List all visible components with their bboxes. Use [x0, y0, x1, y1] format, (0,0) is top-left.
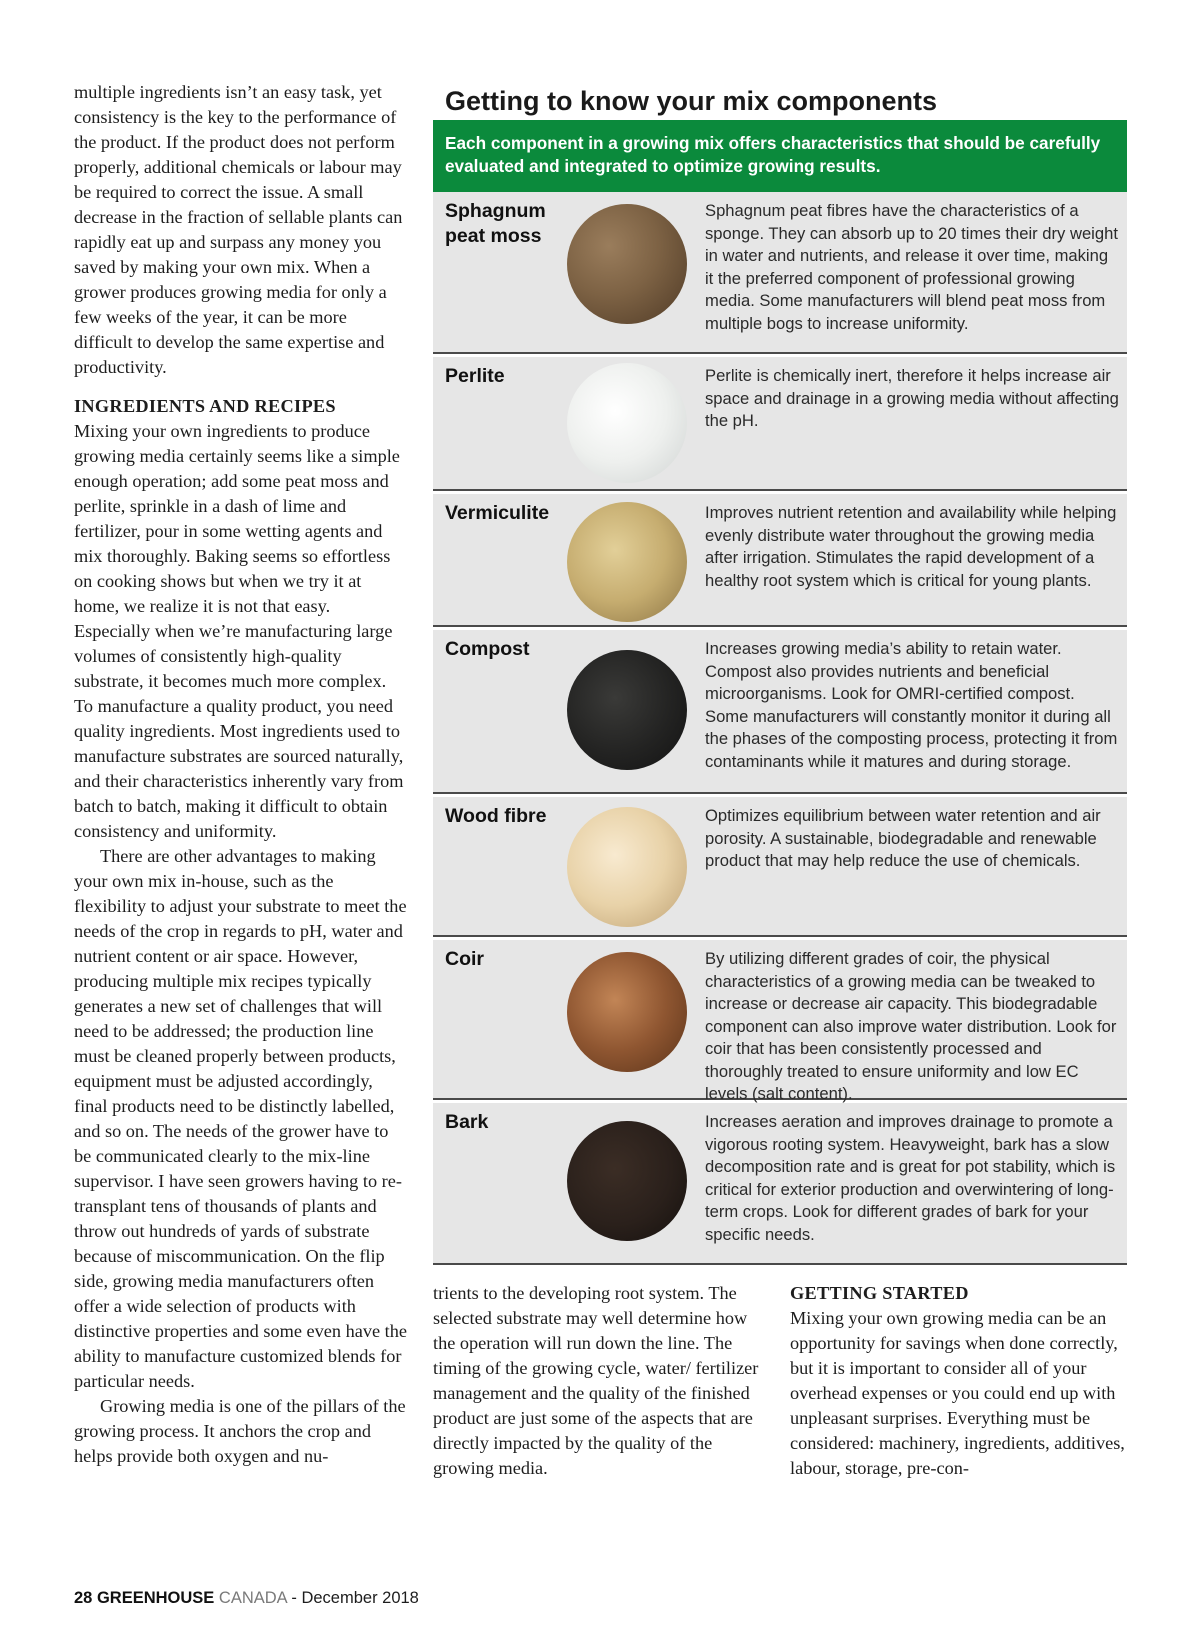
component-name: Bark: [445, 1111, 489, 1133]
component-row-coir: [433, 940, 1127, 1103]
article-paragraph: multiple ingredients isn’t an easy task, yet consistency is the key to the performance of the product. If the product does not perform properly, additional chemicals or labour may be required to correct the issue. A small decrease in the fraction of sellable plants can rapidly eat up and surpass any money you saved by making your own mix. When a grower produces growing media for only a few weeks of the year, it can be more difficult to develop the same expertise and productivity.: [74, 82, 403, 377]
magazine-suffix: CANADA: [218, 1589, 287, 1607]
component-name: Vermiculite: [445, 502, 550, 524]
component-description: Increases growing media’s ability to retain water. Compost also provides nutrients and beneficial microorganisms. Look for OMRI-certified compost. Some manufacturers will constantly monitor it during all the phases of the composting process, protecting it from contaminants while it matures and during storage.: [705, 639, 1118, 771]
article-paragraph: There are other advantages to making your own mix in-house, such as the flexibility to adjust your substrate to meet the needs of the crop in regards to pH, water and nutrient content or air space. However, producing multiple mix recipes typically generates a new set of challenges that will need to be addressed; the production line must be cleaned properly between products, equipment must be adjusted accordingly, final products need to be distinctly labelled, and so on. The needs of the grower have to be communicated clearly to the mix-line supervisor. I have seen growers having to re-transplant tens of thousands of plants and throw out hundreds of yards of substrate because of miscommunication. On the flip side, growing media manufacturers often offer a wide selection of products with distinctive properties and some even have the ability to manufacture customized blends for particular needs.: [74, 846, 408, 1391]
issue-date: December 2018: [301, 1589, 419, 1607]
left-article-column: [74, 80, 408, 1469]
component-row-wood-fibre: [433, 797, 1127, 937]
component-row-perlite: [433, 357, 1127, 491]
component-row-compost: [433, 630, 1127, 794]
sidebar-title: Getting to know your mix components: [445, 86, 938, 116]
section-heading-ingredients: INGREDIENTS AND RECIPES: [74, 396, 336, 416]
component-row-bark: [433, 1103, 1127, 1265]
component-name: Coir: [445, 948, 484, 970]
footer-separator: -: [291, 1589, 297, 1607]
component-name: Wood fibre: [445, 805, 547, 827]
peat-moss-photo-icon: [567, 204, 687, 324]
compost-photo-icon: [567, 650, 687, 770]
article-paragraph: trients to the developing root system. The selected substrate may well determine how the operation will run down the line. The timing of the growing cycle, water/ fertilizer management and the quality of the finished product are just some of the aspects that are directly impacted by the quality of the growing media.: [433, 1283, 759, 1478]
page-footer: [74, 1589, 419, 1608]
component-name: Perlite: [445, 365, 505, 387]
right-article-column: [790, 1281, 1128, 1481]
middle-article-column: [433, 1281, 767, 1481]
article-paragraph: Mixing your own ingredients to produce growing media certainly seems like a simple enough operation; add some peat moss and perlite, sprinkle in a dash of lime and fertilizer, pour in some wetting agents and mix thoroughly. Baking seems so effortless on cooking shows but when we try it at home, we realize it is not that easy. Especially when we’re manufacturing large volumes of consistently high-quality substrate, it becomes much more complex. To manufacture a quality product, you need quality ingredients. Most ingredients used to manufacture substrates are sourced naturally, and their characteristics inherently vary from batch to batch, making it difficult to obtain consistency and uniformity.: [74, 421, 404, 841]
article-paragraph: Mixing your own growing media can be an opportunity for savings when done correctly, but it is important to consider all of your overhead expenses or you could end up with unpleasant surprises. Everything must be considered: machinery, ingredients, additives, labour, storage, pre-con-: [790, 1308, 1125, 1478]
coir-photo-icon: [567, 952, 687, 1072]
component-row-peat-moss: [433, 192, 1127, 354]
article-paragraph: Growing media is one of the pillars of the growing process. It anchors the crop and helps provide both oxygen and nu-: [74, 1396, 406, 1466]
perlite-photo-icon: [567, 363, 687, 483]
component-description: By utilizing different grades of coir, the physical characteristics of a growing media can be tweaked to increase or decrease air capacity. This biodegradable component can also improve water distribution. Look for coir that has been consistently processed and thoroughly treated to ensure uniformity and low EC levels (salt content).: [705, 949, 1117, 1103]
component-description: Perlite is chemically inert, therefore it helps increase air space and drainage in a growing media without affecting the pH.: [705, 366, 1119, 430]
page-number: 28: [74, 1589, 93, 1607]
section-heading-getting-started: GETTING STARTED: [790, 1283, 969, 1303]
sidebar-banner: Each component in a growing mix offers characteristics that should be carefully evaluated and integrated to optimize growing results.: [433, 120, 1127, 192]
wood-fibre-photo-icon: [567, 807, 687, 927]
component-row-vermiculite: [433, 494, 1127, 627]
component-description: Increases aeration and improves drainage to promote a vigorous rooting system. Heavyweight, bark has a slow decomposition rate and is great for pot stability, which is critical for exterior production and overwintering of long-term crops. Look for different grades of bark for your specific needs.: [705, 1112, 1116, 1244]
mix-components-sidebar: [433, 82, 1127, 1268]
component-description: Improves nutrient retention and availability while helping evenly distribute water throughout the growing media after irrigation. Stimulates the rapid development of a healthy root system which is critical for young plants.: [705, 503, 1117, 590]
component-description: Optimizes equilibrium between water retention and air porosity. A sustainable, biodegradable and renewable product that may help reduce the use of chemicals.: [705, 806, 1101, 870]
component-name: Compost: [445, 638, 530, 660]
vermiculite-photo-icon: [567, 502, 687, 622]
component-name: Sphagnum peat moss: [445, 200, 546, 247]
magazine-name: GREENHOUSE: [96, 1589, 215, 1607]
bark-photo-icon: [567, 1121, 687, 1241]
component-description: Sphagnum peat fibres have the characteristics of a sponge. They can absorb up to 20 times their dry weight in water and nutrients, and release it over time, making it the preferred component of professional growing media. Some manufacturers will blend peat moss from multiple bogs to increase uniformity.: [705, 201, 1118, 333]
